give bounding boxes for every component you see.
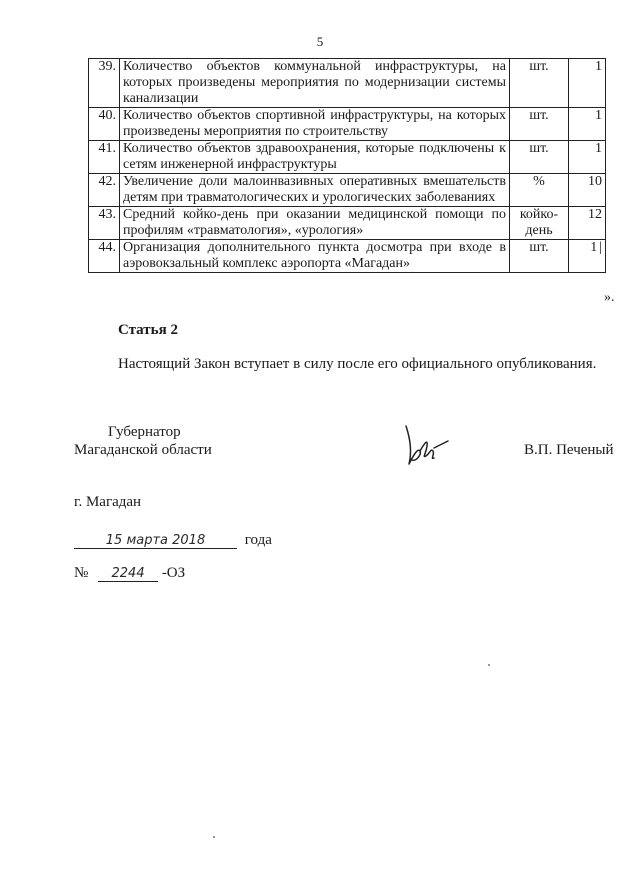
row-description: Организация дополнительного пункта досмотра при входе в аэровокзальный комплекс аэропорта «Магадан»	[120, 240, 510, 273]
row-unit: шт.	[510, 59, 569, 108]
row-unit: шт.	[510, 108, 569, 141]
row-number: 43.	[89, 207, 120, 240]
signatory-name: В.П. Печеный	[524, 442, 614, 458]
table-row	[89, 141, 606, 174]
number-sign: №	[74, 565, 89, 581]
row-description: Количество объектов здравоохранения, которые подключены к сетям инженерной инфраструктуры	[120, 141, 510, 174]
date-suffix: года	[244, 532, 272, 548]
row-description: Количество объектов коммунальной инфраструктуры, на которых произведены мероприятия по модернизации системы канализации	[120, 59, 510, 108]
row-unit: шт.	[510, 141, 569, 174]
handwritten-law-number: 2244	[98, 566, 158, 582]
city: г. Магадан	[74, 494, 142, 510]
table-row	[89, 59, 606, 108]
signatory-region: Магаданской области	[74, 442, 212, 458]
scan-speck	[213, 836, 215, 838]
row-number: 41.	[89, 141, 120, 174]
row-unit: шт.	[510, 240, 569, 273]
row-number: 40.	[89, 108, 120, 141]
row-number: 39.	[89, 59, 120, 108]
row-description: Средний койко-день при оказании медицинской помощи по профилям «травматология», «урология»	[120, 207, 510, 240]
article-text: Настоящий Закон вступает в силу после его официального опубликования.	[118, 356, 597, 372]
table-row	[89, 174, 606, 207]
row-value: 1	[569, 59, 606, 108]
row-value: 10	[569, 174, 606, 207]
row-value-text: 1	[590, 240, 598, 255]
row-value	[569, 240, 606, 273]
scan-speck	[488, 664, 490, 666]
handwritten-date: 15 марта 2018	[74, 533, 237, 549]
law-number-line	[74, 565, 185, 582]
table-row	[89, 240, 606, 273]
row-unit: %	[510, 174, 569, 207]
article-title: Статья 2	[118, 322, 178, 338]
signature-image	[400, 418, 456, 468]
indicators-table	[88, 58, 606, 273]
row-number: 44.	[89, 240, 120, 273]
row-description: Увеличение доли малоинвазивных оперативных вмешательств детям при травматологических и урологических заболеваниях	[120, 174, 510, 207]
page-number: 5	[316, 34, 324, 49]
signatory-title: Губернатор	[108, 424, 181, 440]
closing-quote: ».	[604, 290, 615, 305]
law-number-suffix: -ОЗ	[161, 565, 186, 581]
row-unit: койко-день	[510, 207, 569, 240]
row-value: 1	[569, 108, 606, 141]
row-value: 1	[569, 141, 606, 174]
table-row	[89, 207, 606, 240]
row-description: Количество объектов спортивной инфраструктуры, на которых произведены мероприятия по строительству	[120, 108, 510, 141]
value-bar: |	[599, 240, 602, 255]
row-value: 12	[569, 207, 606, 240]
date-line	[74, 532, 272, 549]
row-number: 42.	[89, 174, 120, 207]
table-row	[89, 108, 606, 141]
